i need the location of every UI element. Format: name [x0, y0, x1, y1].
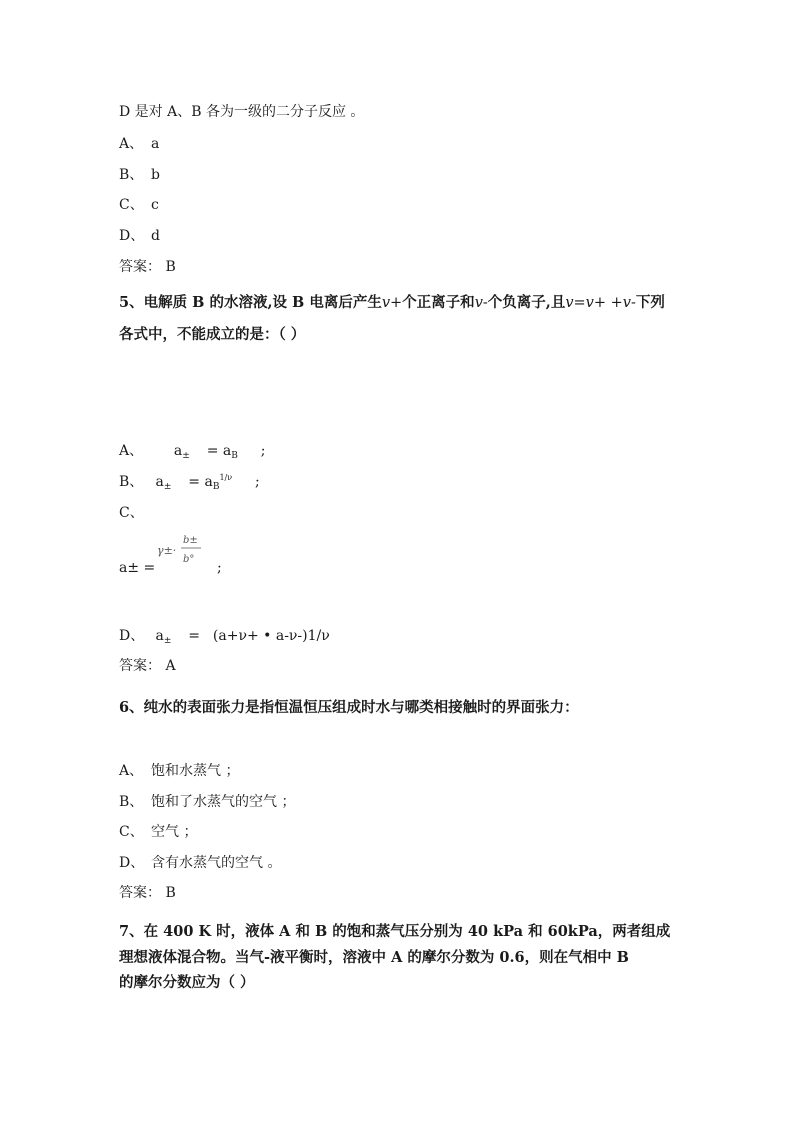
q7-stem-line2: 理想液体混合物。当气-液平衡时，溶液中 A 的摩尔分数为 0.6，则在气相中 B	[119, 949, 629, 966]
q4-statement: D 是对 A、B 各为一级的二分子反应 。	[119, 104, 365, 120]
formula-sub: ±	[163, 636, 172, 646]
q7-stem-line3: 的摩尔分数应为（ ）	[119, 974, 255, 991]
option-letter: D、	[119, 628, 145, 644]
option-letter: C、	[119, 197, 144, 213]
q4-option-c[interactable]	[119, 194, 159, 214]
formula-rhs: a	[204, 474, 213, 490]
q4-answer: 答案： B	[119, 259, 176, 275]
formula-sub: B	[212, 482, 220, 492]
q4-option-a[interactable]	[119, 133, 159, 153]
q7-stem-line1: 7、在 400 K 时，液体 A 和 B 的饱和蒸气压分别为 40 kPa 和 60kPa，两者组成	[119, 923, 671, 940]
formula-eq: =	[188, 628, 200, 644]
option-letter: A、	[119, 443, 144, 459]
option-text: c	[151, 197, 159, 213]
option-text: 饱和水蒸气 ；	[151, 763, 240, 779]
formula-lhs: a	[155, 628, 164, 644]
formula-rhs: a	[222, 443, 232, 459]
frac-denominator: b°	[183, 554, 195, 565]
q5-option-a[interactable]	[119, 440, 266, 461]
q5-text: 个正离子和	[402, 294, 475, 311]
option-letter: B、	[119, 167, 144, 183]
formula-eq: =	[188, 474, 200, 490]
formula-rhs: (a+ν+ • a-ν-)1/ν	[212, 628, 330, 644]
q4-option-d[interactable]	[119, 225, 160, 245]
option-text: a	[151, 136, 160, 152]
formula-sub: ±	[163, 482, 172, 492]
option-letter: A、	[119, 136, 144, 152]
formula-end: ;	[255, 474, 260, 490]
option-text: 含有水蒸气的空气 。	[151, 855, 282, 871]
formula-end: ;	[260, 443, 266, 459]
q6-option-a[interactable]	[119, 760, 239, 780]
q5-text: 5、电解质 B 的水溶液,设 B 电离后产生	[119, 294, 382, 311]
option-text: 空气 ；	[151, 824, 198, 840]
option-text: 饱和了水蒸气的空气 ；	[151, 794, 296, 810]
q6-answer: 答案： B	[119, 885, 176, 901]
option-text: d	[151, 228, 160, 244]
q5-text: 下列	[635, 294, 665, 311]
option-letter: C、	[119, 505, 144, 521]
q5-stem-line1	[119, 291, 665, 312]
v-plus-symbol: v+	[381, 295, 403, 311]
formula-lhs: a	[155, 474, 164, 490]
q5-answer: 答案： A	[119, 658, 176, 674]
option-letter: C、	[119, 824, 144, 840]
frac-numerator: b±	[183, 535, 198, 546]
q6-option-c[interactable]	[119, 821, 197, 841]
v-equation: v=v+ +v-	[565, 295, 636, 311]
q5-option-c-lhs: a± =	[119, 560, 156, 576]
q5-stem-line2: 各式中，不能成立的是：（ ）	[119, 326, 306, 343]
q5-option-c[interactable]	[119, 502, 151, 522]
option-letter: B、	[119, 794, 144, 810]
option-letter: B、	[119, 474, 144, 490]
q6-option-d[interactable]	[119, 852, 281, 872]
option-letter: D、	[119, 228, 145, 244]
formula-lhs: a	[173, 443, 183, 459]
gamma-fraction-formula	[157, 530, 205, 574]
gamma-symbol: γ±·	[157, 544, 177, 557]
q5-option-b[interactable]	[119, 471, 260, 492]
formula-sub: B	[231, 451, 238, 461]
q6-stem: 6、纯水的表面张力是指恒温恒压组成时水与哪类相接触时的界面张力：	[119, 699, 579, 716]
q5-option-d[interactable]	[119, 625, 330, 646]
formula-eq: =	[206, 443, 219, 459]
q5-option-c-end: ;	[217, 560, 222, 576]
q6-option-b[interactable]	[119, 791, 295, 811]
option-text: b	[151, 167, 160, 183]
q5-text: 个负离子,且	[487, 294, 566, 311]
formula-sup: 1/ν	[219, 473, 233, 482]
q4-option-b[interactable]	[119, 164, 160, 184]
option-letter: A、	[119, 763, 144, 779]
v-minus-symbol: v-	[474, 295, 488, 311]
formula-sub: ±	[182, 451, 190, 461]
option-letter: D、	[119, 855, 145, 871]
